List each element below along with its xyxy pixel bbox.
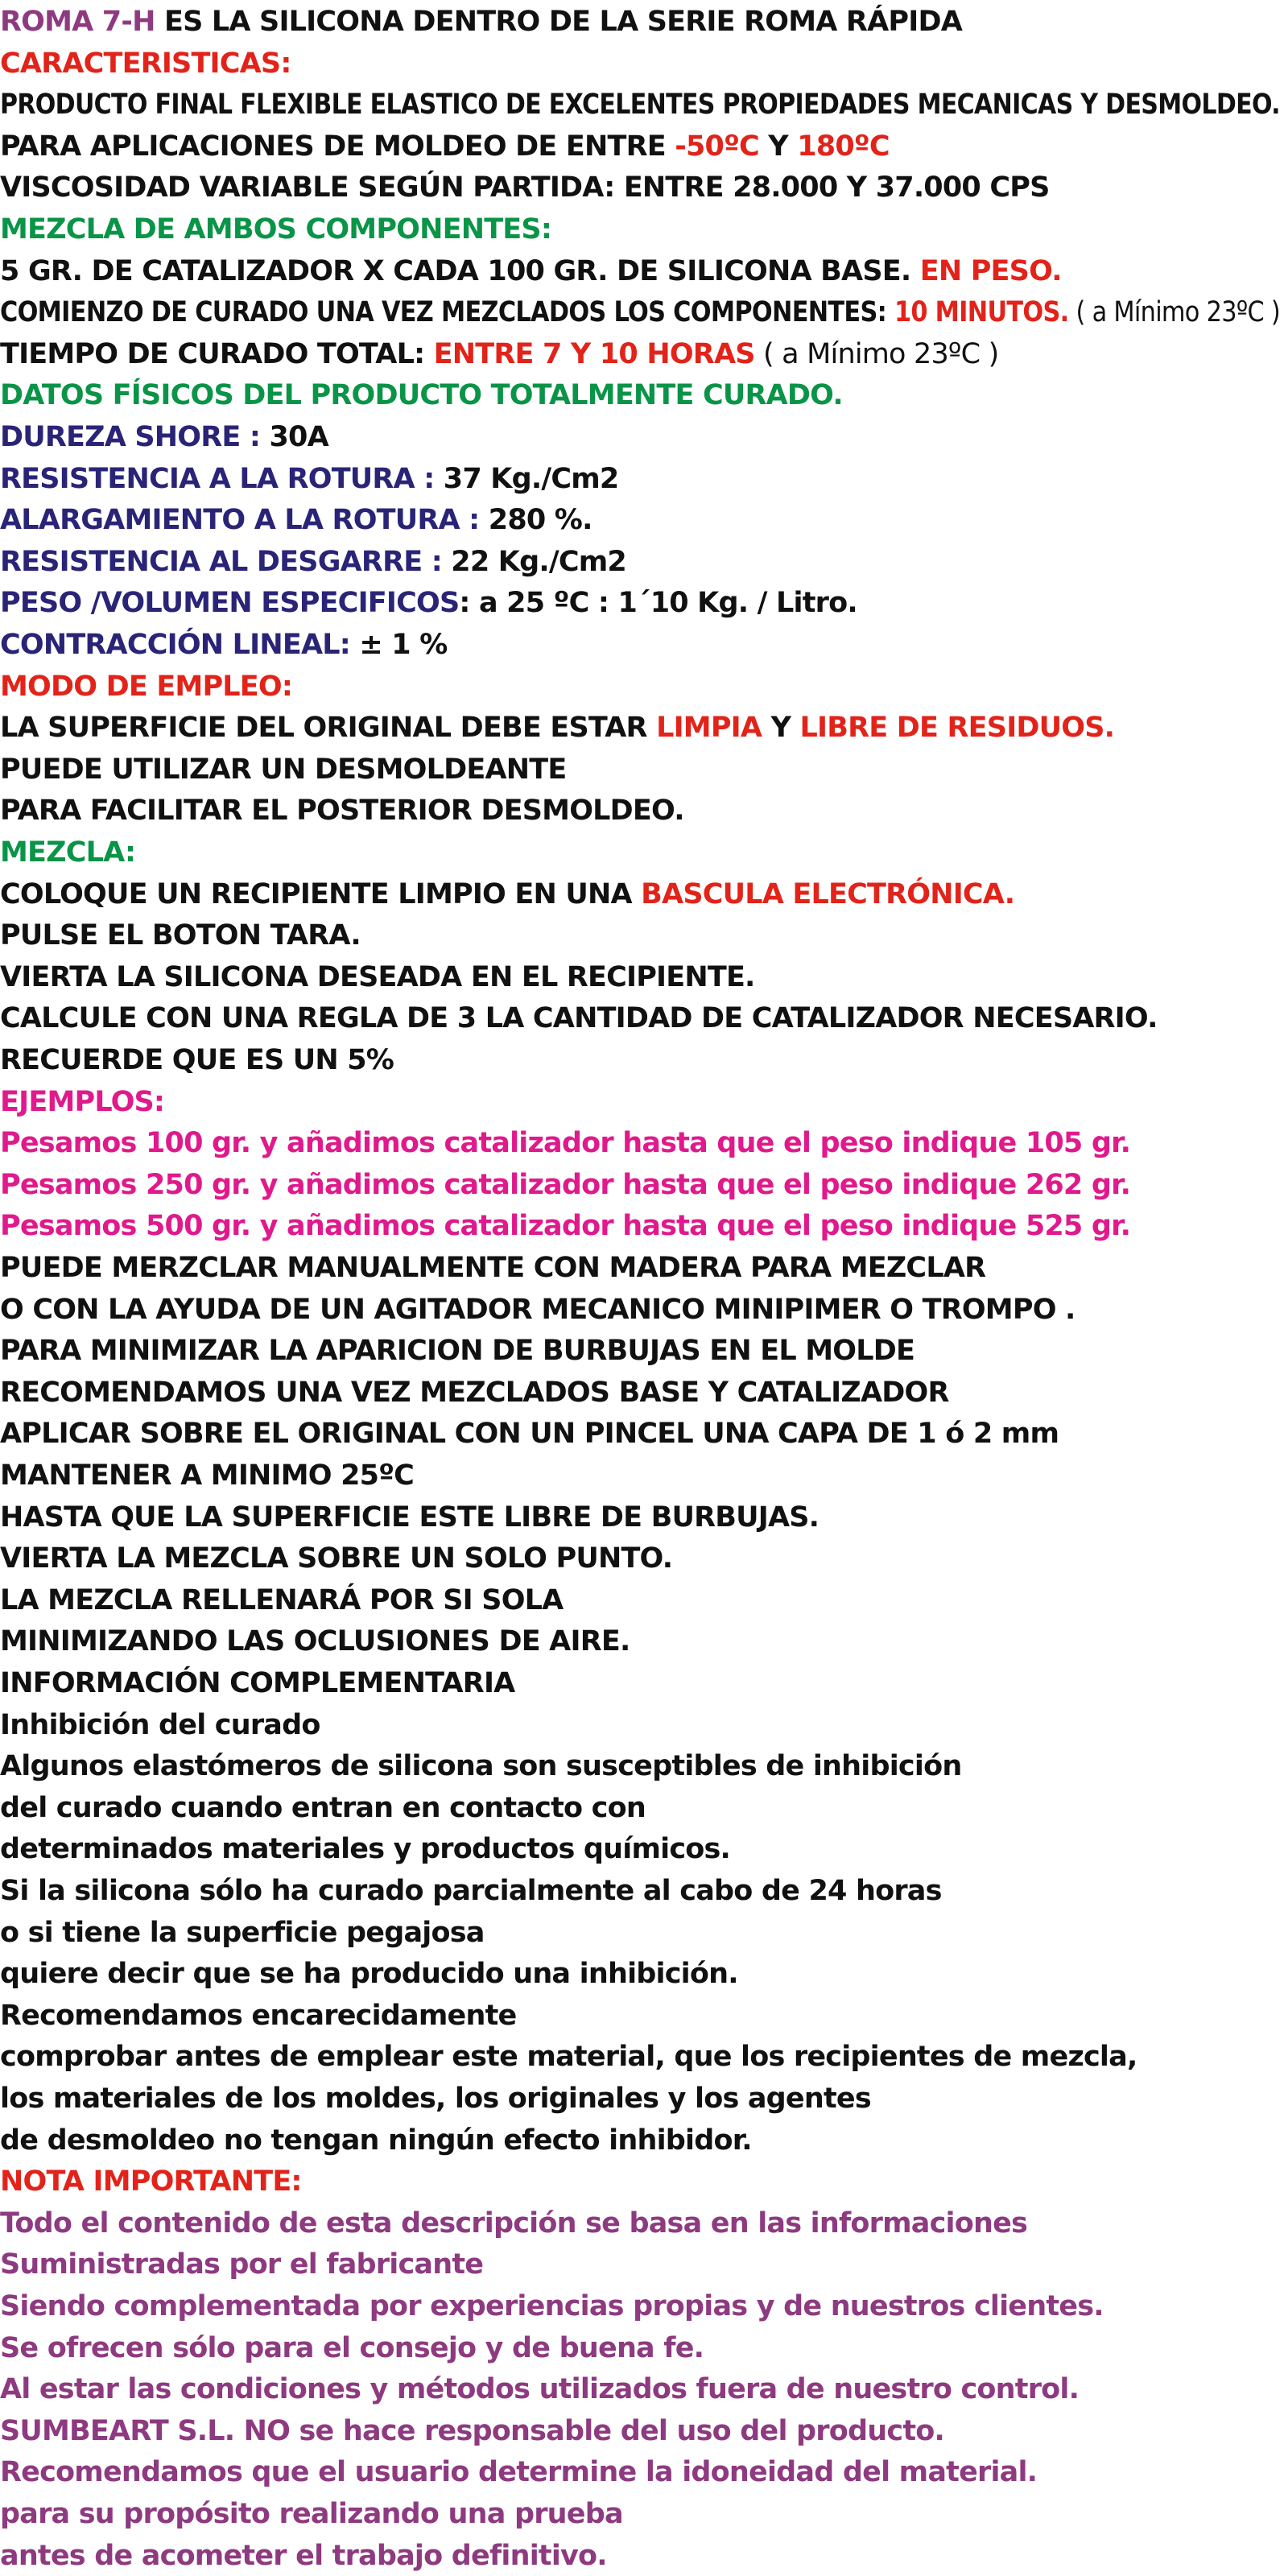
text-run: Algunos elastómeros de silicona son susceptibles de inhibición (0, 1750, 962, 1783)
text-run: Inhibición del curado (0, 1708, 320, 1741)
text-run: 5 GR. DE CATALIZADOR X CADA 100 GR. DE SILICONA BASE. (0, 254, 920, 287)
text-run: EJEMPLOS: (0, 1085, 165, 1118)
text-line (0, 542, 626, 582)
text-run: APLICAR SOBRE EL ORIGINAL CON UN PINCEL UNA CAPA DE 1 ó 2 mm (0, 1418, 1059, 1451)
text-run: Recomendamos que el usuario determine la idoneidad del material. (0, 2456, 1038, 2489)
text-line (0, 1788, 646, 1828)
text-line (0, 85, 1280, 125)
text-run: Pesamos 100 gr. y añadimos catalizador hasta que el peso indique 105 gr. (0, 1127, 1131, 1160)
text-run: EN PESO. (919, 254, 1062, 287)
text-run: ( a Mínimo 23ºC ) (754, 337, 999, 370)
text-line (0, 2452, 1037, 2492)
text-line (0, 2037, 1137, 2077)
text-line (0, 500, 592, 540)
text-line (0, 1746, 961, 1786)
text-run: Pesamos 500 gr. y añadimos catalizador hasta que el peso indique 525 gr. (0, 1210, 1131, 1243)
text-line (0, 583, 857, 623)
text-run: PUEDE UTILIZAR UN DESMOLDEANTE (0, 753, 567, 786)
text-line (0, 2369, 1079, 2409)
text-run: MEZCLA: (0, 836, 136, 869)
text-line (0, 1331, 914, 1371)
text-line (0, 1829, 730, 1869)
text-run: los materiales de los moldes, los originales y los agentes (0, 2083, 871, 2115)
text-line (0, 2161, 302, 2202)
text-line (0, 998, 1158, 1038)
text-run: CARACTERISTICAS: (0, 47, 291, 80)
text-run: PARA MINIMIZAR LA APARICION DE BURBUJAS EN EL MOLDE (0, 1335, 915, 1368)
text-line (0, 1871, 942, 1911)
text-run: LA MEZCLA RELLENARÁ POR SI SOLA (0, 1583, 564, 1616)
text-run: -50ºC (675, 130, 759, 163)
text-run: RESISTENCIA A LA ROTURA : (0, 462, 435, 495)
text-run: O CON LA AYUDA DE UN AGITADOR MECANICO MINIPIMER O TROMPO . (0, 1293, 1076, 1326)
text-line (0, 708, 1114, 748)
text-line (0, 625, 448, 665)
text-run: PESO /VOLUMEN ESPECIFICOS (0, 587, 460, 620)
text-run: PUEDE MERZCLAR MANUALMENTE CON MADERA PARA MEZCLAR (0, 1252, 986, 1284)
text-line (0, 1082, 164, 1122)
text-line (0, 334, 998, 374)
text-line (0, 1996, 516, 2036)
text-line (0, 1206, 1130, 1246)
text-run: COMIENZO DE CURADO UNA VEZ MEZCLADOS LOS COMPONENTES: (0, 296, 894, 329)
text-line (0, 1538, 672, 1579)
text-run: PARA FACILITAR EL POSTERIOR DESMOLDEO. (0, 795, 684, 828)
text-run: Siendo complementada por experiencias propias y de nuestros clientes. (0, 2290, 1104, 2322)
text-run: PULSE EL BOTON TARA. (0, 919, 361, 952)
text-run: del curado cuando entran en contacto con (0, 1791, 646, 1824)
text-run: o si tiene la superficie pegajosa (0, 1916, 485, 1949)
text-line (0, 251, 1062, 291)
text-line (0, 1248, 985, 1288)
text-line (0, 915, 361, 956)
text-run: 30A (260, 421, 328, 453)
text-line (0, 126, 890, 167)
text-line (0, 375, 843, 415)
text-run: TIEMPO DE CURADO TOTAL: (0, 337, 434, 370)
text-run: Todo el contenido de esta descripción se basa en las informaciones (0, 2207, 1028, 2240)
text-run: 10 MINUTOS. (894, 296, 1069, 329)
text-line (0, 1373, 949, 1413)
text-run: ENTRE 7 Y 10 HORAS (433, 337, 755, 370)
text-line (0, 2494, 623, 2534)
text-run: ALARGAMIENTO A LA ROTURA : (0, 504, 480, 537)
text-line (0, 832, 135, 873)
text-run: para su propósito realizando una prueba (0, 2498, 623, 2530)
text-line (0, 2536, 607, 2576)
text-line (0, 874, 1014, 914)
text-run: Suministradas por el fabricante (0, 2248, 484, 2281)
text-run: PARA APLICACIONES DE MOLDEO DE ENTRE (0, 130, 675, 163)
text-line (0, 667, 292, 707)
text-run: Y (758, 130, 798, 163)
text-run: : a 25 ºC : 1´10 Kg. / Litro. (459, 587, 857, 620)
text-line (0, 459, 618, 499)
text-line (0, 209, 551, 250)
text-run: RECUERDE QUE ES UN 5% (0, 1044, 394, 1076)
text-run: DUREZA SHORE : (0, 421, 261, 453)
text-run: ES LA SILICONA DENTRO DE LA SERIE ROMA RÁPIDA (155, 6, 962, 38)
text-run: Pesamos 250 gr. y añadimos catalizador hasta que el peso indique 262 gr. (0, 1168, 1131, 1201)
text-run: COLOQUE UN RECIPIENTE LIMPIO EN UNA (0, 877, 642, 910)
text-run: CONTRACCIÓN LINEAL: (0, 629, 350, 661)
text-line (0, 1954, 738, 1994)
text-line (0, 749, 566, 790)
text-run: Se ofrecen sólo para el consejo y de buena fe. (0, 2331, 704, 2364)
text-run: RESISTENCIA AL DESGARRE : (0, 545, 442, 578)
text-line (0, 1705, 320, 1745)
text-run: MODO DE EMPLEO: (0, 670, 293, 703)
text-line (0, 2, 962, 42)
text-run: antes de acometer el trabajo definitivo. (0, 2539, 607, 2572)
text-line (0, 2120, 752, 2161)
text-line (0, 2328, 704, 2368)
text-line (0, 43, 291, 84)
text-run: SUMBEART S.L. NO se hace responsable del uso del producto. (0, 2414, 944, 2447)
text-run: Y (762, 712, 800, 745)
text-run: RECOMENDAMOS UNA VEZ MEZCLADOS BASE Y CATALIZADOR (0, 1376, 949, 1409)
text-line (0, 957, 755, 997)
text-run: VIERTA LA MEZCLA SOBRE UN SOLO PUNTO. (0, 1542, 673, 1575)
text-run: ± 1 % (349, 629, 448, 661)
text-run: NOTA IMPORTANTE: (0, 2165, 302, 2198)
text-run: VIERTA LA SILICONA DESEADA EN EL RECIPIENTE. (0, 960, 755, 993)
text-line (0, 292, 1280, 332)
text-run: 22 Kg./Cm2 (441, 545, 626, 578)
text-run: ( a Mínimo 23ºC ) (1068, 296, 1281, 329)
text-run: DATOS FÍSICOS DEL PRODUCTO TOTALMENTE CURADO. (0, 379, 843, 412)
text-line (0, 1663, 514, 1703)
text-run: PRODUCTO FINAL FLEXIBLE ELASTICO DE EXCELENTES PROPIEDADES MECANICAS Y DESMOLDEO. (0, 89, 1280, 122)
text-run: LIMPIA (656, 712, 762, 745)
text-run: comprobar antes de emplear este material, que los recipientes de mezcla, (0, 2041, 1137, 2074)
text-line (0, 1290, 1076, 1330)
text-run: LIBRE DE RESIDUOS. (799, 712, 1115, 745)
text-run: BASCULA ELECTRÓNICA. (641, 877, 1015, 910)
text-run: Recomendamos encarecidamente (0, 1999, 517, 2032)
text-line (0, 1497, 819, 1538)
text-line (0, 1621, 630, 1662)
text-run: 180ºC (797, 130, 890, 163)
text-line (0, 2244, 483, 2285)
text-line (0, 1040, 394, 1080)
text-line (0, 2411, 944, 2451)
text-run: CALCULE CON UNA REGLA DE 3 LA CANTIDAD DE CATALIZADOR NECESARIO. (0, 1002, 1158, 1035)
text-run: MINIMIZANDO LAS OCLUSIONES DE AIRE. (0, 1625, 630, 1658)
text-run: INFORMACIÓN COMPLEMENTARIA (0, 1667, 515, 1699)
text-run: LA SUPERFICIE DEL ORIGINAL DEBE ESTAR (0, 712, 657, 745)
text-run: de desmoldeo no tengan ningún efecto inhibidor. (0, 2124, 752, 2157)
text-run: MANTENER A MINIMO 25ºC (0, 1459, 415, 1492)
text-line (0, 1123, 1130, 1163)
text-run: 280 %. (479, 504, 592, 537)
text-line (0, 1414, 1059, 1454)
text-run: determinados materiales y productos químicos. (0, 1833, 731, 1866)
text-line (0, 1580, 563, 1620)
text-run: HASTA QUE LA SUPERFICIE ESTE LIBRE DE BURBUJAS. (0, 1501, 820, 1534)
text-line (0, 791, 684, 831)
text-line (0, 1165, 1130, 1205)
text-run: MEZCLA DE AMBOS COMPONENTES: (0, 213, 552, 246)
text-line (0, 1913, 485, 1953)
text-line (0, 1455, 414, 1496)
text-run: Si la silicona sólo ha curado parcialmente al cabo de 24 horas (0, 1875, 942, 1907)
text-line (0, 417, 328, 457)
text-line (0, 2286, 1104, 2326)
text-run: VISCOSIDAD VARIABLE SEGÚN PARTIDA: ENTRE 28.000 Y 37.000 CPS (0, 171, 1050, 204)
text-run: 37 Kg./Cm2 (434, 462, 619, 495)
text-run: Al estar las condiciones y métodos utilizados fuera de nuestro control. (0, 2373, 1080, 2406)
text-line (0, 2079, 871, 2119)
text-line (0, 167, 1050, 208)
text-run: ROMA 7-H (0, 6, 155, 38)
text-line (0, 2203, 1027, 2244)
text-run: quiere decir que se ha producido una inhibición. (0, 1958, 738, 1991)
